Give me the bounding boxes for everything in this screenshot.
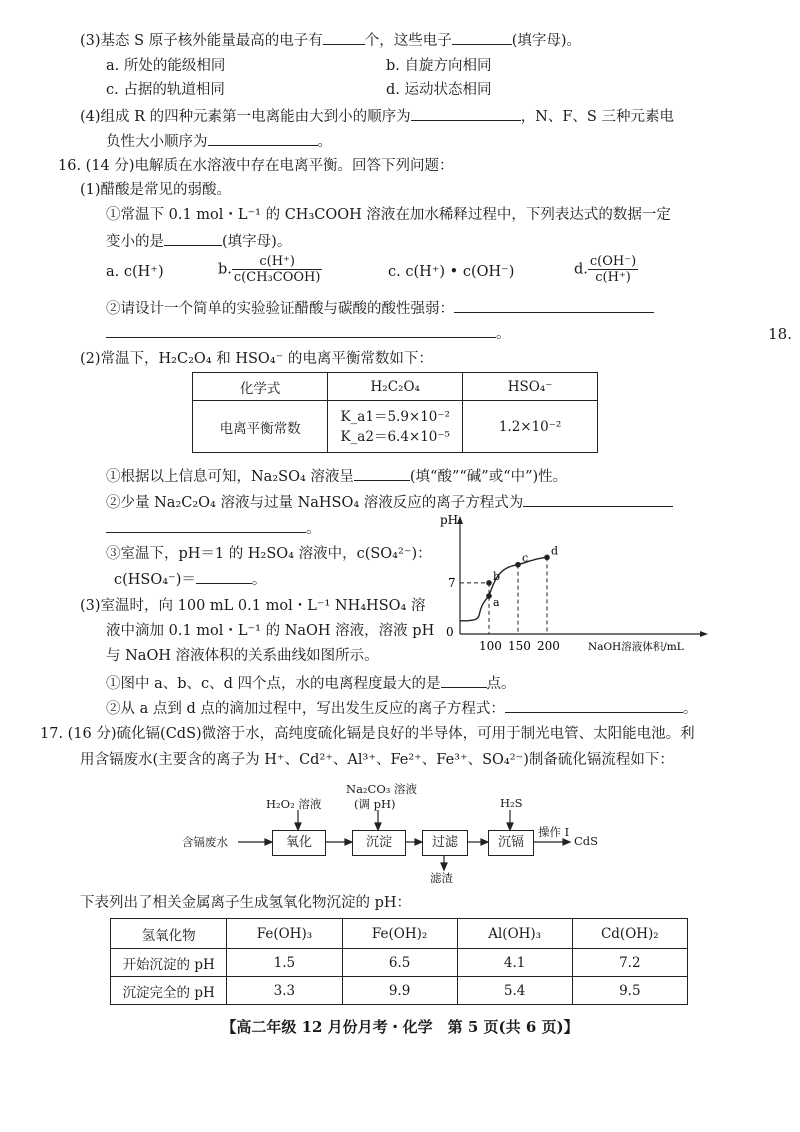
flow-product-label: CdS	[574, 834, 599, 848]
table-cell: 3.3	[227, 977, 342, 1005]
q15-option-a: a. 所处的能级相同	[106, 58, 226, 74]
q16-p2-2-cont: 。	[106, 518, 321, 539]
table-cell: 9.9	[342, 977, 457, 1005]
table-cell: 电离平衡常数	[193, 401, 328, 453]
q16-part3-a: (3)室温时，向 100 mL 0.1 mol・L⁻¹ NH₄HSO₄ 溶	[80, 598, 426, 614]
x-tick-label: 150	[508, 639, 531, 653]
q15-part4: (4)组成 R 的四种元素第一电离能由大到小的顺序为 ，N、F、S 三种元素电	[80, 106, 674, 127]
table-header: Fe(OH)₃	[227, 919, 342, 949]
q16-p2-3b: c(HSO₄⁻)＝ 。	[114, 569, 266, 590]
table-cell: 4.1	[457, 949, 572, 977]
y-axis-label: pH	[440, 513, 459, 527]
flow-reagent-note: (调 pH)	[354, 797, 396, 811]
fraction: $\frac{c(OH^-)}{c(H^+)}$	[589, 254, 637, 285]
flow-step-cd-precipitation: 沉镉	[488, 830, 534, 856]
q15-part3: (3)基态 S 原子核外能量最高的电子有 个，这些电子 (填字母)。	[80, 30, 581, 51]
q16-p1-1b: 变小的是 (填字母)。	[106, 231, 291, 252]
q16-option-a: a. c(H⁺)	[106, 264, 164, 280]
flow-reagent-h2s: H₂S	[500, 796, 523, 810]
table-header: Fe(OH)₂	[342, 919, 457, 949]
q16-p1-2-cont: 。	[106, 323, 511, 344]
q15-part4-cont: 负性大小顺序为 。	[106, 131, 332, 152]
q16-option-d: d. $\frac{c(OH^-)}{c(H^+)}$	[574, 254, 637, 285]
margin-number: 18.	[768, 325, 792, 343]
table-cell: 6.5	[342, 949, 457, 977]
x-axis-label: NaOH溶液体积/mL	[588, 641, 684, 653]
table-header: Al(OH)₃	[457, 919, 572, 949]
origin-label: 0	[446, 625, 454, 639]
flow-step-oxidation: 氧化	[272, 830, 326, 856]
q16-part3-b: 液中滴加 0.1 mol・L⁻¹ 的 NaOH 溶液，溶液 pH	[106, 623, 435, 639]
q16-p1-2: ②请设计一个简单的实验验证醋酸与碳酸的酸性强弱：	[106, 298, 654, 319]
flow-operation-label: 操作 I	[538, 825, 570, 839]
precipitation-ph-table	[110, 918, 688, 1005]
table-header: 化学式	[193, 373, 328, 401]
q16-p2-1: ①根据以上信息可知，Na₂SO₄ 溶液呈 (填“酸”“碱”或“中”)性。	[106, 466, 567, 487]
q15-option-d: d. 运动状态相同	[386, 82, 492, 98]
table-cell: 开始沉淀的 pH	[111, 949, 227, 977]
flow-start-label: 含镉废水	[182, 835, 228, 849]
point-label-d: d	[551, 544, 559, 558]
flow-waste-label: 滤渣	[430, 871, 453, 885]
table-cell: 1.2×10⁻²	[463, 401, 598, 453]
table-cell: 沉淀完全的 pH	[111, 977, 227, 1005]
q17-heading-cont: 用含镉废水(主要含的离子为 H⁺、Cd²⁺、Al³⁺、Fe²⁺、Fe³⁺、SO₄²⁻)制备硫化镉流程如下：	[80, 752, 674, 768]
q17-table-intro: 下表列出了相关金属离子生成氢氧化物沉淀的 pH：	[80, 895, 412, 911]
flow-reagent-h2o2: H₂O₂ 溶液	[266, 797, 322, 811]
q16-option-b: b. $\frac{c(H^+)}{\text{c(CH₃COOH)}}$	[218, 254, 321, 285]
q16-heading: 16. (14 分)电解质在水溶液中存在电离平衡。回答下列问题：	[58, 158, 454, 174]
q16-p2-2: ②少量 Na₂C₂O₄ 溶液与过量 NaHSO₄ 溶液反应的离子方程式为	[106, 492, 673, 513]
q16-part2: (2)常温下，H₂C₂O₄ 和 HSO₄⁻ 的电离平衡常数如下：	[80, 351, 433, 367]
flow-step-precipitation: 沉淀	[352, 830, 406, 856]
q17-heading: 17. (16 分)硫化镉(CdS)微溶于水，高纯度硫化镉是良好的半导体，可用于制光电管、太阳能电池。利	[40, 726, 695, 742]
q16-p1-1a: ①常温下 0.1 mol・L⁻¹ 的 CH₃COOH 溶液在加水稀释过程中，下列表达式的数据一定	[106, 207, 671, 223]
table-cell: 5.4	[457, 977, 572, 1005]
flow-reagent-na2co3: Na₂CO₃ 溶液	[346, 782, 418, 796]
table-cell: 1.5	[227, 949, 342, 977]
q15-option-b: b. 自旋方向相同	[386, 58, 492, 74]
table-header: H₂C₂O₄	[328, 373, 463, 401]
flow-step-filtration: 过滤	[422, 830, 468, 856]
table-header: Cd(OH)₂	[572, 919, 687, 949]
table-cell: 9.5	[572, 977, 687, 1005]
q16-part1: (1)醋酸是常见的弱酸。	[80, 182, 232, 198]
q16-p3-1: ①图中 a、b、c、d 四个点，水的电离程度最大的是 点。	[106, 673, 516, 694]
point-label-c: c	[522, 551, 529, 565]
point-label-b: b	[493, 569, 501, 583]
y-tick-label: 7	[448, 575, 456, 590]
fraction: $\frac{c(H^+)}{\text{c(CH₃COOH)}}$	[233, 254, 321, 285]
q16-option-c: c. c(H⁺) • c(OH⁻)	[388, 264, 515, 280]
q16-part3-c: 与 NaOH 溶液体积的关系曲线如图所示。	[106, 648, 379, 664]
x-tick-label: 100	[479, 639, 502, 653]
x-tick-label: 200	[537, 639, 560, 653]
table-cell: 7.2	[572, 949, 687, 977]
table-cell: K_a1＝5.9×10⁻² K_a2＝6.4×10⁻⁵	[328, 401, 463, 453]
page-footer: 【高二年级 12 月份月考・化学 第 5 页(共 6 页)】	[221, 1018, 579, 1036]
table-header: 氢氧化物	[111, 919, 227, 949]
q15-option-c: c. 占据的轨道相同	[106, 82, 225, 98]
q16-p2-3a: ③室温下，pH＝1 的 H₂SO₄ 溶液中，c(SO₄²⁻)：	[106, 546, 432, 562]
point-label-a: a	[493, 596, 500, 610]
q16-p3-2: ②从 a 点到 d 点的滴加过程中，写出发生反应的离子方程式： 。	[106, 698, 697, 719]
table-header: HSO₄⁻	[463, 373, 598, 401]
